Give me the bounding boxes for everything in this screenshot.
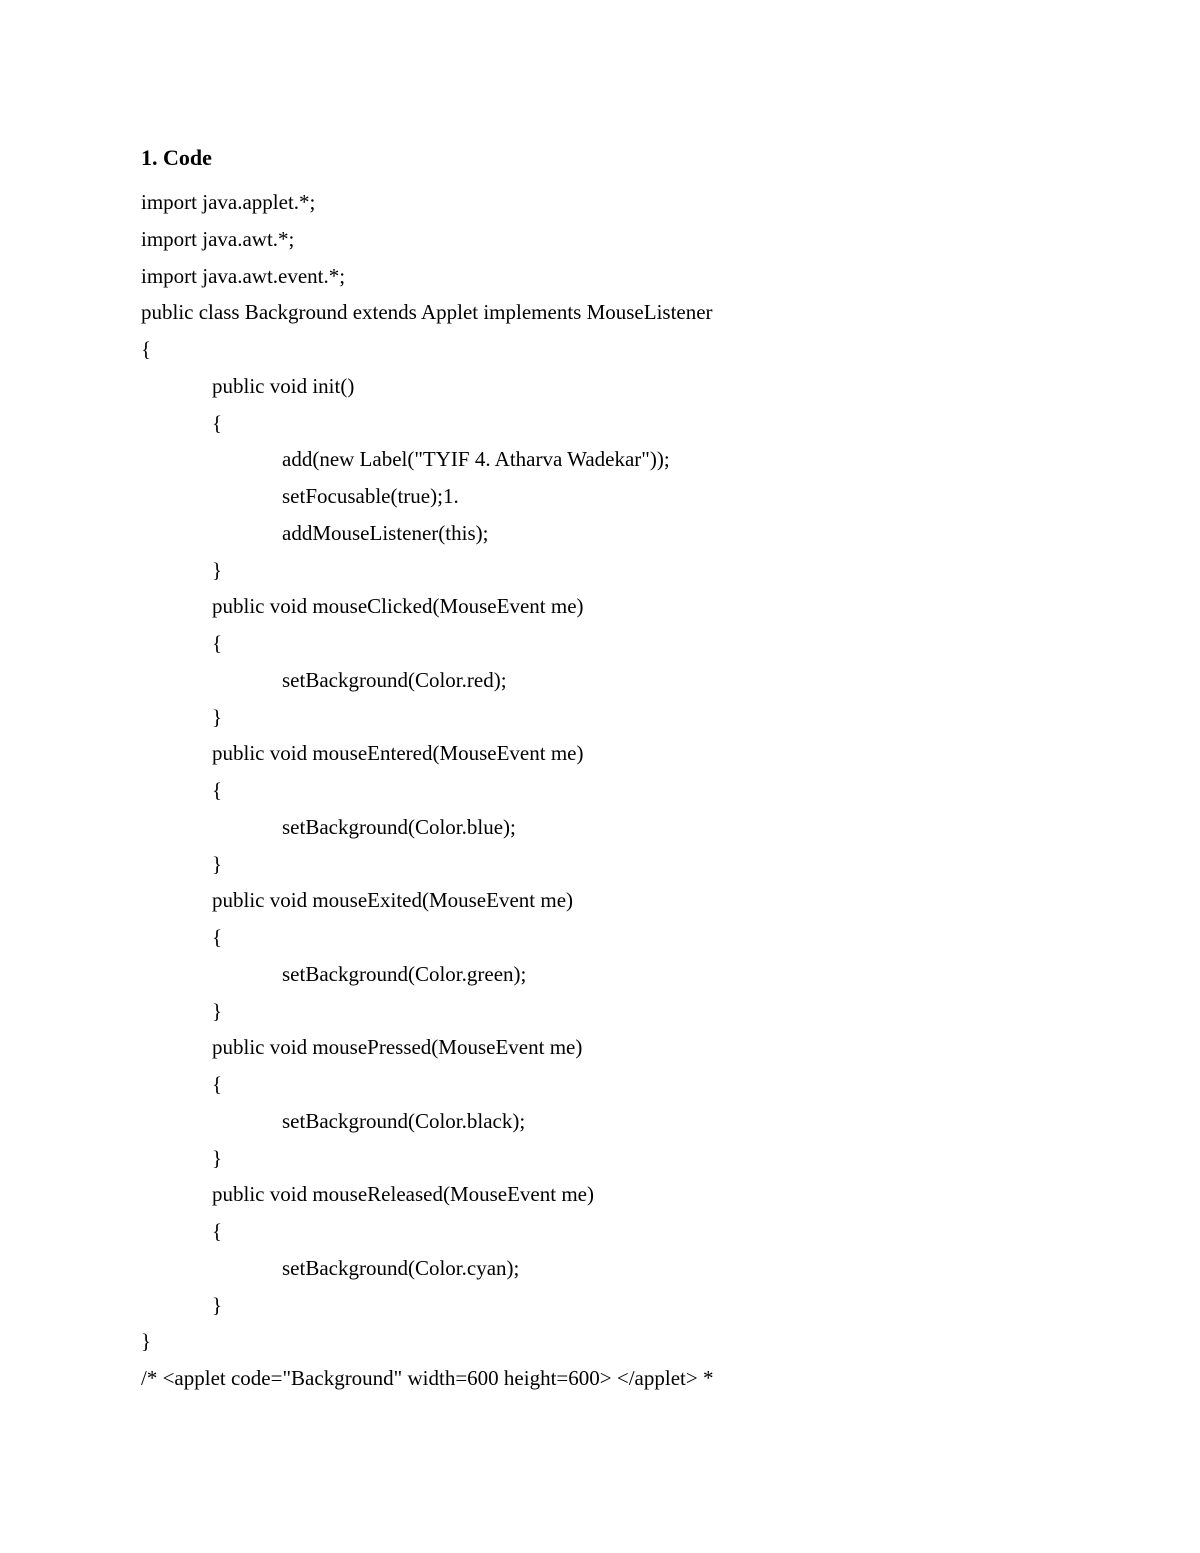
code-line: public class Background extends Applet implements MouseListener xyxy=(141,300,713,325)
code-line: public void mouseReleased(MouseEvent me) xyxy=(212,1182,594,1207)
code-line: } xyxy=(212,851,223,876)
code-line: } xyxy=(212,557,223,582)
code-line: setBackground(Color.blue); xyxy=(282,814,516,839)
code-listing xyxy=(141,187,1141,1400)
code-line: { xyxy=(212,1219,223,1243)
code-line: } xyxy=(212,704,223,729)
code-line: public void init() xyxy=(212,373,355,398)
code-line: import java.applet.*; xyxy=(141,190,316,214)
code-line: addMouseListener(this); xyxy=(282,520,489,545)
code-line: } xyxy=(212,1292,223,1317)
code-line: public void mouseClicked(MouseEvent me) xyxy=(212,594,584,619)
code-line: setBackground(Color.cyan); xyxy=(282,1255,520,1280)
code-line: } xyxy=(141,1329,152,1354)
code-line: { xyxy=(212,1072,223,1096)
code-line: setBackground(Color.red); xyxy=(282,667,507,692)
code-line: public void mousePressed(MouseEvent me) xyxy=(212,1035,583,1060)
code-line: add(new Label("TYIF 4. Atharva Wadekar")); xyxy=(282,447,670,472)
code-line: { xyxy=(212,410,223,435)
code-line: { xyxy=(212,925,223,949)
code-line: setFocusable(true);1. xyxy=(282,484,459,508)
code-line: setBackground(Color.green); xyxy=(282,961,527,986)
code-line: } xyxy=(212,1145,223,1170)
code-line: setBackground(Color.black); xyxy=(282,1108,526,1133)
code-line: } xyxy=(212,998,223,1023)
section-heading: 1. Code xyxy=(141,145,212,170)
code-line: { xyxy=(212,631,223,655)
code-line: /* <applet code="Background" width=600 height=600> </applet> * xyxy=(141,1366,714,1390)
code-line: public void mouseEntered(MouseEvent me) xyxy=(212,741,584,766)
code-line: import java.awt.*; xyxy=(141,226,295,251)
code-line: { xyxy=(212,778,223,802)
code-line: public void mouseExited(MouseEvent me) xyxy=(212,888,574,913)
code-line: import java.awt.event.*; xyxy=(141,263,346,288)
code-line: { xyxy=(141,337,152,361)
